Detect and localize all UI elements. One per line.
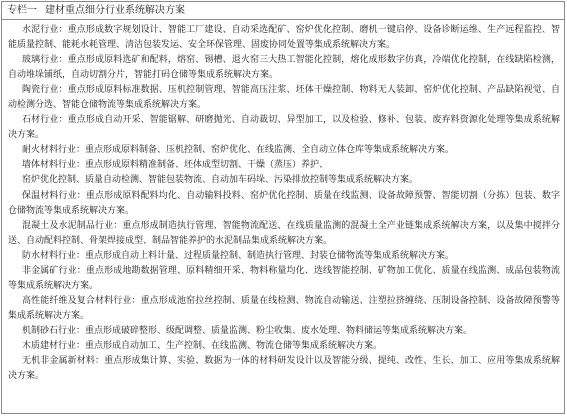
paragraph-glass: 玻璃行业：重点形成原料选矿和配料，熔窑、锡槽、退火窑三大热工智能化控制，熔化成形数字仿真，冷端优化控制，在线缺陷检测，自动堆垛铺纸，自动切割分片，智能打码仓储等集成系统解决方案。 [8,55,560,81]
paragraph-wall-materials-cont: 窑炉优化控制、质量自动检测、智能包装物流、自动加车码垛、污染排放控制等集成系统解决方案。 [22,175,419,186]
column-label: 专栏一 [7,5,37,16]
paragraph-inorganic-new-materials: 无机非金属新材料：重点形成集计算、实验、数据为一体的材料研发设计以及智能分级、提纯、改性、生长、加工、应用等集成系统解决方案。 [8,356,560,382]
paragraph-concrete: 混凝土及水泥制品行业：重点形成制造执行管理、智能物流配送、在线质量监测的混凝土全产业链集成系统解决方案，以及集中搅拌分送、自动配料控制、骨架焊接成型、制品智能养护的水泥制品集成系统解决方案。 [8,220,560,246]
paragraph-insulation: 保温材料行业：重点形成原料配料均化、自动输料投料、窑炉优化控制、质量在线监测、设备故障预警、智能切割（分拣）包装、数字仓储物流等集成系统解决方案。 [8,190,560,216]
paragraph-machine-sand: 机制砂石行业：重点形成破碎整形、级配调整、质量监测、粉尘收集、废水处理、物料储运等集成系统解决方案。 [22,325,473,336]
paragraph-ceramics: 陶瓷行业：重点形成原料标准数据、压机控制管理、智能高压注浆、坯体干燥控制、物料无人装卸、窑炉优化控制、产品缺陷视觉、自动检测分选、智能仓储物流等集成系统解决方案。 [8,85,560,111]
paragraph-wall-materials: 墙体材料行业：重点形成原料精准制备、坯体成型切割、干燥（蒸压）养护、 [22,160,329,171]
paragraph-cement: 水泥行业：重点形成数字规划设计、智能工厂建设、自动采选配矿、窑炉优化控制、磨机一键启停、设备诊断运维、生产远程监控、智能质量控制、能耗水耗管理、清洁包装发运、安全环保管理、固废协同处置等集成系统解决方案。 [8,25,560,51]
column-title: 建材重点细分行业系统解决方案 [45,5,185,16]
paragraph-refractory: 耐火材料行业：重点形成原料制备、压机控制、窑炉优化、在线监测、全自动立体仓库等集成系统解决方案。 [22,145,455,156]
column-box-body [8,23,560,384]
paragraph-nonmetallic-mining: 非金属矿行业：重点形成地勘数据管理、原料精细开采、物料称量均化、选线智能控制、矿物加工优化、质量在线监测、成品包装物流等集成系统解决方案。 [8,265,560,291]
paragraph-stone: 石材行业：重点形成自动开采、智能锯解、研磨抛光、自动裁切、异型加工，以及检验、修补、包装、废弃料资源化处理等集成系统解决方案。 [8,115,560,141]
paragraph-waterproof: 防水材料行业：重点形成自动上料计量、过程质量控制、制造执行管理、封装仓储物流等集成系统解决方案。 [22,250,455,261]
paragraph-wood-materials: 木质建材行业：重点形成自动加工、生产控制、在线监测、物流仓储等集成系统解决方案。 [22,340,383,351]
column-box-header [1,1,565,20]
paragraph-fiber-composites: 高性能纤维及复合材料行业：重点形成池窑拉丝控制、质量在线检测、物流自动输送、注塑拉挤缠绕、压制设备控制、设备故障预警等集成系统解决方案。 [8,295,560,321]
